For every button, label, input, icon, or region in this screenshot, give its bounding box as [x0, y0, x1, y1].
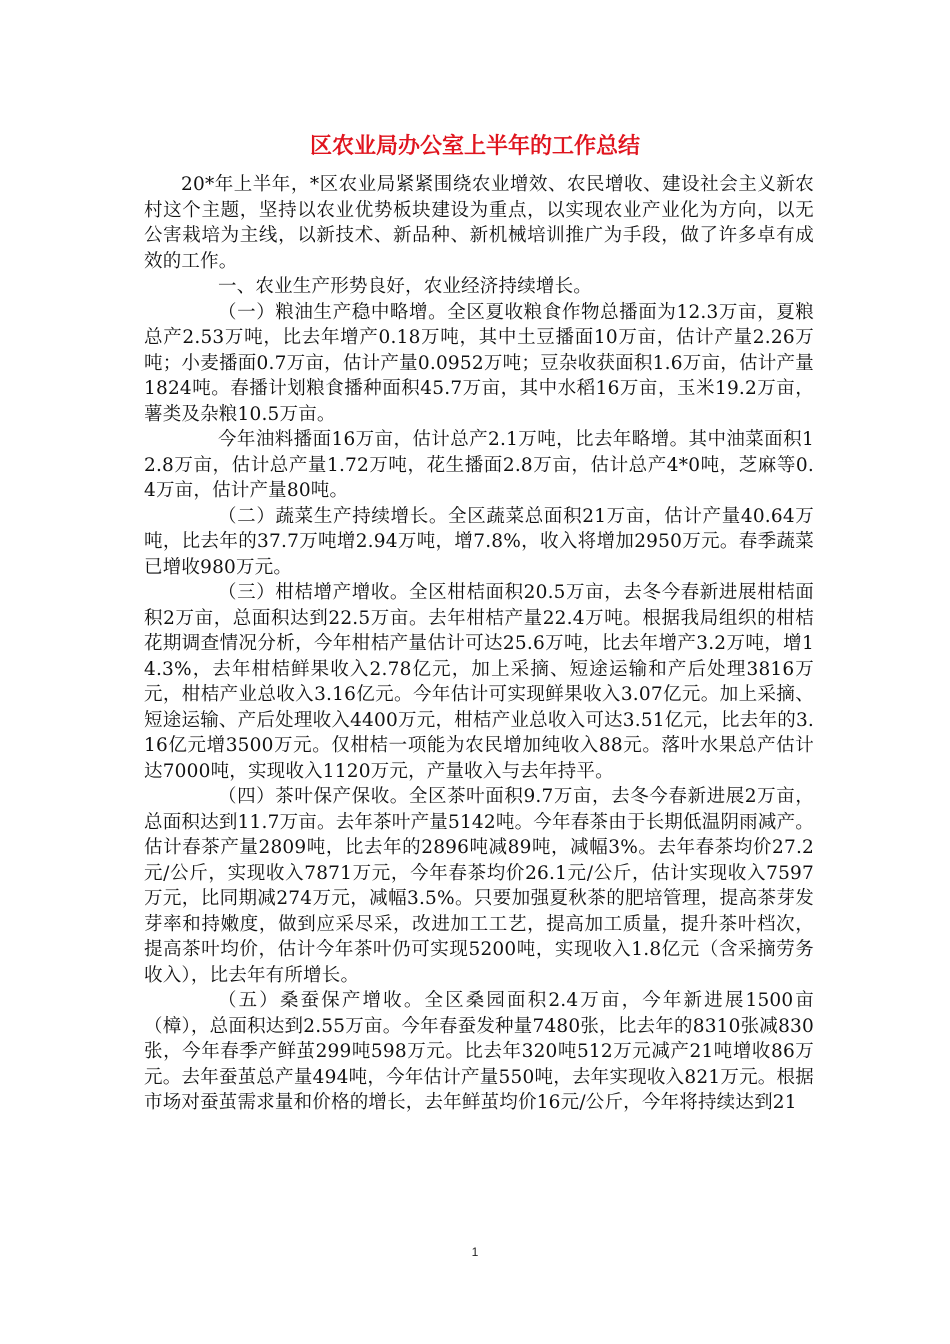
- paragraph-citrus: （三）柑桔增产增收。全区柑桔面积20.5万亩，去冬今春新进展柑桔面积2万亩，总面积达到22.5万亩。去年柑桔产量22.4万吨。根据我局组织的柑桔花期调查情况分析，今年柑桔产量估计可达25.6万吨，比去年增产3.2万吨，增14.3%，去年柑桔鲜果收入2.78亿元，加上采摘、短途运输和产后处理3816万元，柑桔产业总收入3.16亿元。今年估计可实现鲜果收入3.07亿元。加上采摘、短途运输、产后处理收入4400万元，柑桔产业总收入可达3.51亿元，比去年的3.16亿元增3500万元。仅柑桔一项能为农民增加纯收入88元。落叶水果总产估计达7000吨，实现收入1120万元，产量收入与去年持平。: [144, 582, 814, 782]
- document-title: 区农业局办公室上半年的工作总结: [309, 134, 640, 159]
- paragraph-silkworm: （五）桑蚕保产增收。全区桑园面积2.4万亩，今年新进展1500亩（樟），总面积达到2.55万亩。今年春蚕发种量7480张，比去年的8310张减830张，今年春季产鲜茧299吨598万元。比去年320吨512万元减产21吨增收86万元。去年蚕茧总产量494吨，今年估计产量550吨，去年实现收入821万元。根据市场对蚕茧需求量和价格的增长，去年鲜茧均价16元/公斤，今年将持续达到21: [144, 990, 814, 1113]
- paragraph-tea: （四）茶叶保产保收。全区茶叶面积9.7万亩，去冬今春新进展2万亩，总面积达到11.7万亩。去年茶叶产量5142吨。今年春茶由于长期低温阴雨减产。估计春茶产量2809吨，比去年的2896吨减89吨，减幅3%。去年春茶均价27.2元/公斤，实现收入7871万元，今年春茶均价26.1元/公斤，估计实现收入7597万元，比同期减274万元，减幅3.5%。只要加强夏秋茶的肥培管理，提高茶芽发芽率和持嫩度，做到应采尽采，改进加工工艺，提高加工质量，提升茶叶档次，提高茶叶均价，估计今年茶叶仍可实现5200吨，实现收入1.8亿元（含采摘劳务收入），比去年有所增长。: [144, 786, 814, 986]
- paragraph-intro: 20*年上半年，*区农业局紧紧围绕农业增效、农民增收、建设社会主义新农村这个主题，坚持以农业优势板块建设为重点，以实现农业产业化为方向，以无公害栽培为主线，以新技术、新品种、新机械培训推广为手段，做了许多卓有成效的工作。: [144, 174, 814, 272]
- paragraph-grain-oil: （一）粮油生产稳中略增。全区夏收粮食作物总播面为12.3万亩，夏粮总产2.53万吨，比去年增产0.18万吨，其中土豆播面10万亩，估计产量2.26万吨；小麦播面0.7万亩，估计产量0.0952万吨；豆杂收获面积1.6万亩，估计产量1824吨。春播计划粮食播种面积45.7万亩，其中水稻16万亩，玉米19.2万亩，薯类及杂粮10.5万亩。: [144, 301, 814, 425]
- paragraph-vegetables: （二）蔬菜生产持续增长。全区蔬菜总面积21万亩，估计产量40.64万吨，比去年的37.7万吨增2.94万吨，增7.8%，收入将增加2950万元。春季蔬菜已增收980万元。: [144, 505, 814, 578]
- section-heading: 一、农业生产形势良好，农业经济持续增长。: [218, 276, 593, 297]
- page-number: 1: [471, 1245, 479, 1259]
- document-body: [144, 172, 814, 1116]
- paragraph-oil-crops: 今年油料播面16万亩，估计总产2.1万吨，比去年略增。其中油菜面积12.8万亩，估计总产量1.72万吨，花生播面2.8万亩，估计总产4*0吨，芝麻等0.4万亩，估计产量80吨。: [144, 429, 814, 501]
